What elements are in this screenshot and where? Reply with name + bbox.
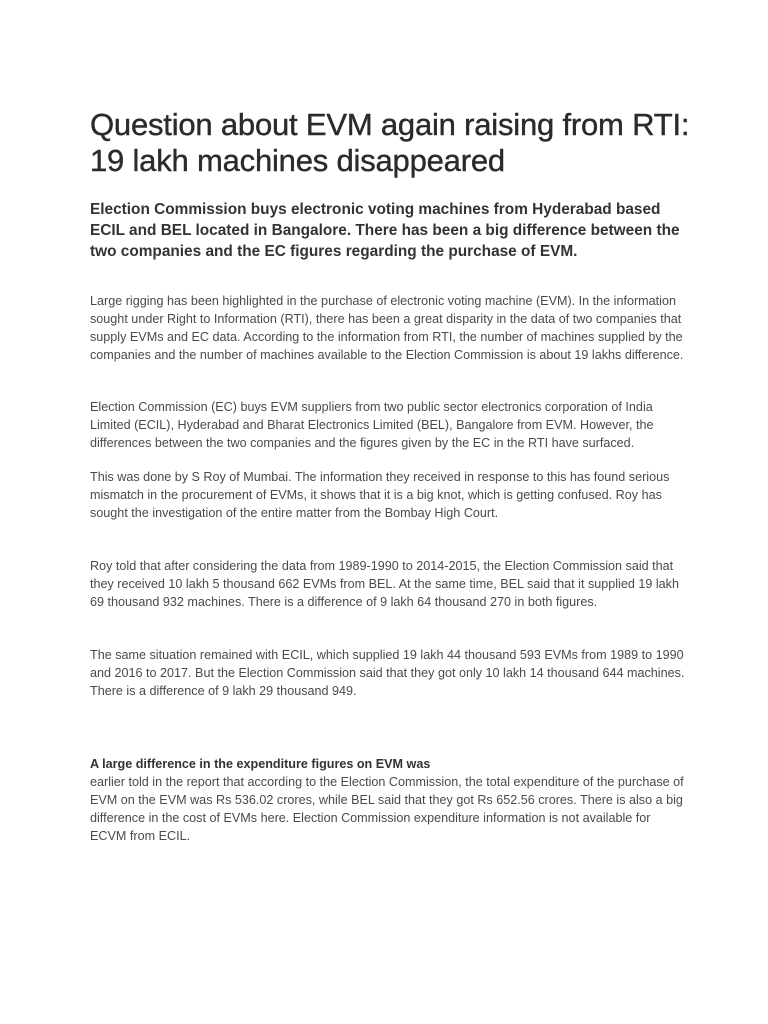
section-subheading: A large difference in the expenditure figures on EVM was: [90, 757, 431, 771]
paragraph-6: earlier told in the report that according to the Election Commission, the total expenditure of the purchase of EVM on the EVM was Rs 536.02 crores, while BEL said that they got Rs 652.56 crores. There is also a big difference in the cost of EVMs here. Election Commission expenditure information is not available for ECVM from ECIL.: [90, 775, 684, 843]
article-title: Question about EVM again raising from RTI: 19 lakh machines disappeared: [90, 107, 690, 178]
paragraph-3: This was done by S Roy of Mumbai. The information they received in response to this has found serious mismatch in the procurement of EVMs, it shows that it is a big knot, which is getting confused. Roy has sought the investigation of the entire matter from the Bombay High Court.: [90, 470, 670, 520]
paragraph-1: Large rigging has been highlighted in the purchase of electronic voting machine (EVM). In the information sought under Right to Information (RTI), there has been a great disparity in the data of two companies that supply EVMs and EC data. According to the information from RTI, the number of machines supplied by the companies and the number of machines available to the Election Commission is about 19 lakhs difference.: [90, 294, 684, 362]
paragraph-4: Roy told that after considering the data from 1989-1990 to 2014-2015, the Election Commission said that they received 10 lakh 5 thousand 662 EVMs from BEL. At the same time, BEL said that it supplied 19 lakh 69 thousand 932 machines. There is a difference of 9 lakh 64 thousand 270 in both figures.: [90, 559, 679, 609]
paragraph-2: Election Commission (EC) buys EVM suppliers from two public sector electronics corporation of India Limited (ECIL), Hyderabad and Bharat Electronics Limited (BEL), Bangalore from EVM. However, the differences between the two companies and the figures given by the EC in the RTI have surfaced.: [90, 400, 654, 450]
paragraph-5: The same situation remained with ECIL, which supplied 19 lakh 44 thousand 593 EVMs from 1989 to 1990 and 2016 to 2017. But the Election Commission said that they got only 10 lakh 14 thousand 644 machines. There is a difference of 9 lakh 29 thousand 949.: [90, 648, 685, 698]
article-subtitle: Election Commission buys electronic voting machines from Hyderabad based ECIL and BEL located in Bangalore. There has been a big difference between the two companies and the EC figures regarding the purchase of EVM.: [90, 201, 680, 260]
article: [90, 107, 690, 845]
